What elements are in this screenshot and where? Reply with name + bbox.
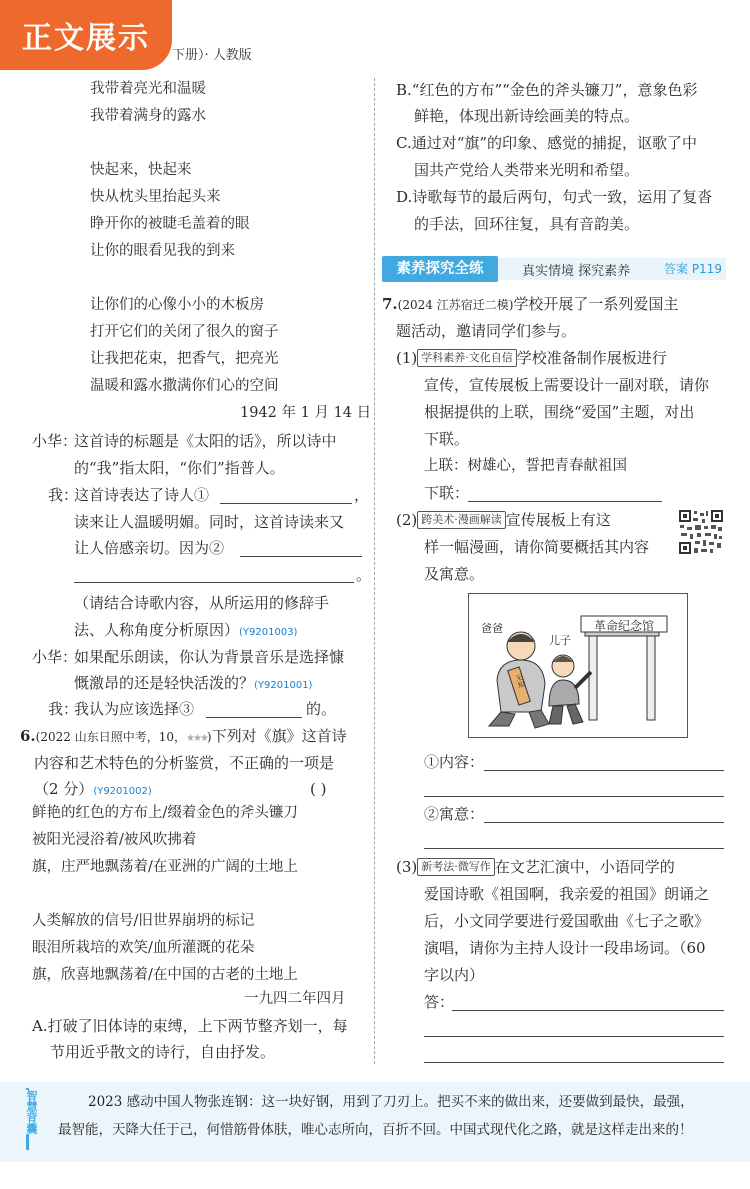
cartoon-sash: 无知 [514, 673, 526, 689]
q6-option-b: B.“红色的方布”“金色的斧头镰刀”，意象色彩 [396, 81, 698, 99]
cartoon-son-label: 儿子 [549, 634, 571, 647]
p2-meaning-input[interactable] [484, 808, 724, 823]
xh1-line1: 这首诗的标题是《太阳的话》，所以诗中 [74, 432, 337, 450]
poem2-line: 鲜艳的红色的方布上/缀着金色的斧头镰刀 [32, 805, 298, 821]
q7-p3-line5: 字以内） [424, 966, 485, 984]
q7-p3-line2: 爱国诗歌《祖国啊，我亲爱的祖国》朗诵之 [424, 885, 710, 903]
cartoon-image [468, 593, 688, 738]
xh2-speaker: 小华： [32, 648, 78, 666]
q6-line1: 6.(2022 山东日照中考，10，★★★)下列对《旗》这首诗 [20, 727, 347, 745]
couplet-lower-input[interactable] [468, 487, 662, 502]
blank-2a[interactable] [240, 542, 362, 557]
q6-line2: 内容和艺术特色的分析鉴赏，不正确的一项是 [34, 754, 335, 772]
q6-code: (Y9201002) [93, 786, 152, 797]
me2-speaker: 我： [48, 700, 79, 718]
me1-line2: 读来让人温暖明媚。同时，这首诗读来又 [74, 513, 345, 531]
blank-2b[interactable] [74, 568, 354, 583]
note-line2: 法、人称角度分析原因）(Y9201003) [74, 621, 298, 639]
poem1-line: 让你的眼看见我的到来 [90, 243, 235, 259]
q6-line3: （2 分）(Y9201002) [34, 780, 152, 798]
q6-option-d: D.诗歌每节的最后两句，句式一致，运用了复沓 [396, 188, 713, 206]
poem2-line: 眼泪所栽培的欢笑/血所灌溉的花朵 [32, 940, 255, 956]
q7-p1-line2: 宣传，宣传展板上需要设计一副对联，请你 [424, 376, 710, 394]
me2-line1: 我认为应该选择③ [74, 700, 195, 718]
couplet-lower-label: 下联： [424, 484, 470, 502]
footer-tag [18, 1088, 40, 1150]
poem2-line: 旗，欣喜地飘荡着/在中国的古老的土地上 [32, 967, 298, 983]
q7-part2: (2) 跨美术·漫画解读 宣传展板上有这 [396, 511, 611, 529]
p3-answer-input-3[interactable] [424, 1048, 724, 1063]
poem2-line: 人类解放的信号/旧世界崩坍的标记 [32, 913, 255, 929]
q7-p1-line3: 根据提供的上联，围绕“爱国”主题，对出 [424, 403, 695, 421]
p2-meaning-input-2[interactable] [424, 834, 724, 849]
poem1-line: 我带着亮光和温暖 [90, 81, 206, 97]
couplet-upper: 上联：树雄心，誓把青春献祖国 [424, 458, 627, 474]
qr-code-icon[interactable] [678, 509, 724, 555]
xh1-speaker: 小华： [32, 432, 78, 450]
q6-option-c: C.通过对“旗”的印象、感觉的捕捉，讴歌了中 [396, 134, 698, 152]
difficulty-stars: ★★★ [185, 733, 207, 744]
q7-p3-line3: 后，小文同学要进行爱国歌曲《七子之歌》 [424, 912, 710, 930]
me1-line3: 让人倍感亲切。因为② [74, 539, 225, 557]
footer-tag-label: 智慧背囊 [18, 1090, 38, 1134]
q7-p2-line3: 及寓意。 [424, 565, 485, 583]
q7-part3: (3) 新考法·微写作 在文艺汇演中，小语同学的 [396, 858, 675, 876]
q6-option-d2: 的手法，回环往复，具有音韵美。 [414, 215, 640, 233]
cartoon-sign: 革命纪念馆 [593, 619, 654, 633]
poem1-line: 让我把花束，把香气，把亮光 [90, 351, 279, 367]
me1-speaker: 我： [48, 486, 79, 504]
poem1-line: 温暖和露水撒满你们心的空间 [90, 378, 279, 394]
poem1-line: 睁开你的被睫毛盖着的眼 [90, 216, 250, 232]
xh2-line1: 如果配乐朗读，你认为背景音乐是选择慷 [74, 648, 345, 666]
note-code: (Y9201003) [239, 627, 298, 638]
q7-line2: 题活动，邀请同学们参与。 [396, 322, 577, 340]
tag-culture: 学科素养·文化自信 [417, 349, 517, 367]
p2-content-label: ①内容： [424, 753, 485, 771]
tag-writing: 新考法·微写作 [417, 858, 495, 876]
badge-label: 正文展示 [22, 21, 150, 56]
xh2-line2: 慨激昂的还是轻快活泼的？(Y9201001) [74, 674, 313, 692]
poem1-line: 打开它们的关闭了很久的窗子 [90, 324, 279, 340]
me1-line1: 这首诗表达了诗人① [74, 486, 210, 504]
poem-date: 1942 年 1 月 14 日 [240, 405, 372, 421]
q6-option-c2: 国共产党给人类带来光明和希望。 [414, 161, 640, 179]
footer-line1: 2023 感动中国人物张连钢：这一块好钢，用到了刀刃上。把买不来的做出来，还要做到最快，最强， [88, 1094, 694, 1110]
poem1-line: 快从枕头里抬起头来 [90, 189, 221, 205]
answer-page-link[interactable]: 答案 P119 [664, 262, 722, 276]
poem2-date: 一九四二年四月 [244, 991, 346, 1007]
poem1-line: 我带着满身的露水 [90, 108, 206, 124]
q6-option-a: A.打破了旧体诗的束缚，上下两节整齐划一，每 [32, 1017, 348, 1035]
me1-comma: ， [354, 486, 370, 504]
q6-option-b2: 鲜艳，体现出新诗绘画美的特点。 [414, 107, 640, 125]
section-title: 素养探究全练 [382, 256, 498, 282]
column-divider [374, 78, 375, 1064]
q7-p1-line4: 下联。 [424, 430, 470, 448]
q6-answer-paren[interactable]: ( ) [310, 780, 327, 798]
xh1-line2: 的“我”指太阳，“你们”指普人。 [74, 459, 285, 477]
p2-meaning-label: ②寓意： [424, 805, 485, 823]
p3-answer-label: 答： [424, 993, 455, 1011]
p3-answer-input[interactable] [452, 996, 724, 1011]
blank-3[interactable] [206, 703, 302, 718]
cartoon-dad-label: 爸爸 [481, 622, 503, 635]
tag-art: 跨美术·漫画解读 [417, 511, 506, 529]
poem2-line: 旗，庄严地飘荡着/在亚洲的广阔的土地上 [32, 859, 298, 875]
q7-p3-line4: 演唱，请你为主持人设计一段串场词。（60 [424, 939, 706, 957]
book-edition: 下册）· 人教版 [172, 48, 252, 63]
q7-line1: 7.(2024 江苏宿迁二模)学校开展了一系列爱国主 [382, 295, 679, 313]
footer-line2: 最智能，天降大任于己，何惜筋骨体肤，唯心志所向，百折不回。中国式现代化之路，就是这样走出来的！ [58, 1122, 693, 1138]
q6-option-a2: 节用近乎散文的诗行，自由抒发。 [50, 1043, 276, 1061]
me1-period: 。 [356, 566, 372, 584]
poem1-line: 快起来，快起来 [90, 162, 192, 178]
xh2-code: (Y9201001) [254, 680, 313, 691]
q7-p2-line2: 样一幅漫画，请你简要概括其内容 [424, 538, 650, 556]
q7-part1: (1) 学科素养·文化自信 学校准备制作展板进行 [396, 349, 667, 367]
section-badge [0, 0, 172, 70]
poem2-line: 被阳光浸浴着/被风吹拂着 [32, 832, 197, 848]
p2-content-input[interactable] [484, 756, 724, 771]
note-line1: （请结合诗歌内容，从所运用的修辞手 [74, 594, 330, 612]
p3-answer-input-2[interactable] [424, 1022, 724, 1037]
p2-content-input-2[interactable] [424, 782, 724, 797]
poem1-line: 让你们的心像小小的木板房 [90, 297, 264, 313]
blank-1[interactable] [220, 489, 352, 504]
me2-end: 的。 [306, 700, 337, 718]
section-subtitle: 真实情境 探究素养 [522, 264, 631, 279]
